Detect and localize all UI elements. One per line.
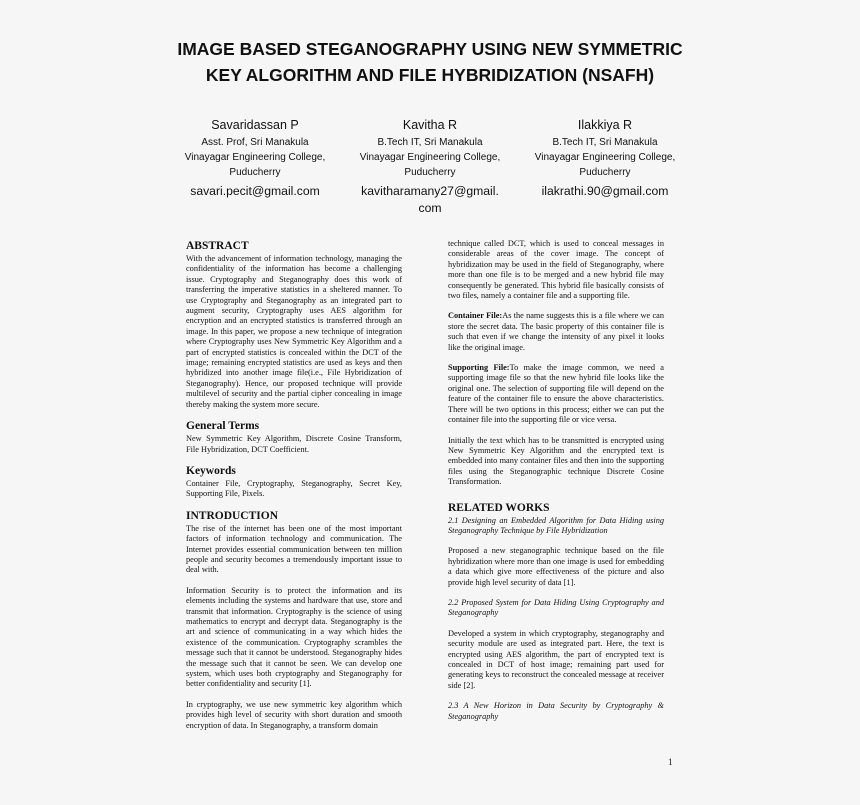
supporting-file-lead: Supporting File: [448, 363, 510, 373]
author-affiliation: Puducherry [229, 167, 281, 178]
container-file-text: As the name suggests this is a file where we can store the secret data. The basic property of this container file is such that even if we change the intensity of any pixel it looks like the original image. [448, 311, 665, 352]
abstract-text: With the advancement of information technology, managing the confidentiality of the information has become a challenging issue. Cryptography and Steganography does this work of transferring the imperative statistics in a sheltered manner. To use Cryptography and Steganography as an integrated part to augment security, Cryptography uses AES algorithm for encryption and an encrypted statistics is transferred through an image. In this paper, we propose a new technique of integration where Cryptography uses New Symmetric Key Algorithm and a part of encrypted statistics is concealed within the DCT of the image; remaining encrypted statistics are used as keys and then hybridized into another image file(i.e., File Hybridization of Steganography). Hence, our proposed technique will provide multilevel of security and the partial cipher concealing in image thereby making the system more secure. [186, 254, 402, 409]
introduction-paragraph: The rise of the internet has been one of the most important factors of information technology and communication. The Internet provides essential communication between ten million people and security becomes a tremendously important issue to deal with. [186, 523, 402, 575]
author-affiliation: B.Tech IT, Sri Manakula [377, 137, 483, 148]
related-work-title: 2.2 Proposed System for Data Hiding Using Cryptography and Steganography [448, 597, 664, 618]
related-works-heading: RELATED WORKS [448, 501, 550, 514]
abstract-heading: ABSTRACT [186, 240, 249, 252]
author-1 [170, 117, 340, 217]
author-affiliation: B.Tech IT, Sri Manakula [552, 137, 658, 148]
related-work-text: Developed a system in which cryptography, steganography and security module are used as integrated part. Here, the text is encrypted using AES algorithm, the part of encrypted text is concealed in DCT of host image; remaining part used for generating keys to reconstruct the concealed message at receiver side [2]. [448, 628, 664, 690]
author-affiliation: Vinayagar Engineering College, [359, 152, 501, 163]
author-name: Ilakkiya R [577, 118, 633, 132]
author-name: Kavitha R [402, 118, 458, 132]
general-terms-text: New Symmetric Key Algorithm, Discrete Cosine Transform, File Hybridization, DCT Coefficient. [186, 434, 402, 454]
supporting-file-paragraph [448, 363, 664, 425]
author-affiliation: Vinayagar Engineering College, [184, 152, 326, 163]
paper-title: IMAGE BASED STEGANOGRAPHY USING NEW SYMMETRIC KEY ALGORITHM AND FILE HYBRIDIZATION (NSAFH) [177, 39, 683, 85]
left-column [186, 240, 402, 741]
introduction-paragraph: In cryptography, we use new symmetric key algorithm which provides high level of security with short duration and smooth encryption of data. In Steganography, a transform domain [186, 699, 402, 730]
author-email: kavitharamany27@gmail.com [361, 184, 499, 215]
introduction-paragraph: Information Security is to protect the information and its elements including the systems and hardware that use, store and transmit that information. Cryptography is the science of using mathematics to encrypt and decrypt data. Steganography is the art and science of communicating in a way which hides the existence of the communication. Cryptography scrambles the message such that it cannot be understood. Steganography hides the message such that it cannot be seen. We can develop one system, which uses both cryptography and Steganography for better confidentiality and security [1]. [186, 585, 402, 689]
author-email: savari.pecit@gmail.com [190, 184, 320, 198]
author-block [170, 117, 690, 217]
author-affiliation: Asst. Prof, Sri Manakula [201, 137, 309, 148]
author-affiliation: Vinayagar Engineering College, [534, 152, 676, 163]
author-affiliation: Puducherry [579, 167, 631, 178]
keywords-text: Container File, Cryptography, Steganography, Secret Key, Supporting File, Pixels. [186, 478, 402, 499]
container-file-paragraph [448, 311, 664, 353]
page-number: 1 [668, 757, 673, 767]
general-terms-heading: General Terms [186, 420, 260, 433]
keywords-heading: Keywords [186, 464, 236, 477]
related-work-text: Proposed a new steganographic technique based on the file hybridization where more than one image is used for embedding a data which give more effectiveness of the picture and also provide high level security of data [1]. [448, 546, 664, 587]
related-work-title: 2.1 Designing an Embedded Algorithm for Data Hiding using Steganography Technique by File Hybridization [448, 515, 664, 535]
introduction-paragraph: technique called DCT, which is used to conceal messages in considerable areas of the cover image. The concept of hybridization may be used in the field of Steganography, where more than one file is to be merged and a new hybrid file may consequently be generated. This hybrid file basically consists of two files, namely a container file and a supporting file. [448, 239, 664, 301]
container-file-lead: Container File: [448, 311, 503, 321]
author-2 [345, 117, 515, 217]
author-affiliation: Puducherry [404, 167, 456, 178]
author-3 [520, 117, 690, 217]
supporting-file-text: To make the image common, we need a supporting image file so that the new hybrid file looks like the original one. The selection of supporting file will depend on the feature of the container file to ensure the above characteristics. There will be two options in this process; either we can put the container file into the supporting file or vice versa. [448, 363, 664, 425]
author-name: Savaridassan P [211, 118, 299, 132]
related-work-title: 2.3 A New Horizon in Data Security by Cryptography & Steganography [448, 701, 664, 721]
introduction-paragraph: Initially the text which has to be transmitted is encrypted using New Symmetric Key Algorithm and the encrypted text is embedded into many container files and then into the supporting files using the Steganographic technique Discrete Cosine Transformation. [448, 435, 664, 487]
introduction-heading: INTRODUCTION [186, 509, 279, 522]
author-email: ilakrathi.90@gmail.com [541, 184, 669, 198]
right-column [448, 239, 664, 732]
